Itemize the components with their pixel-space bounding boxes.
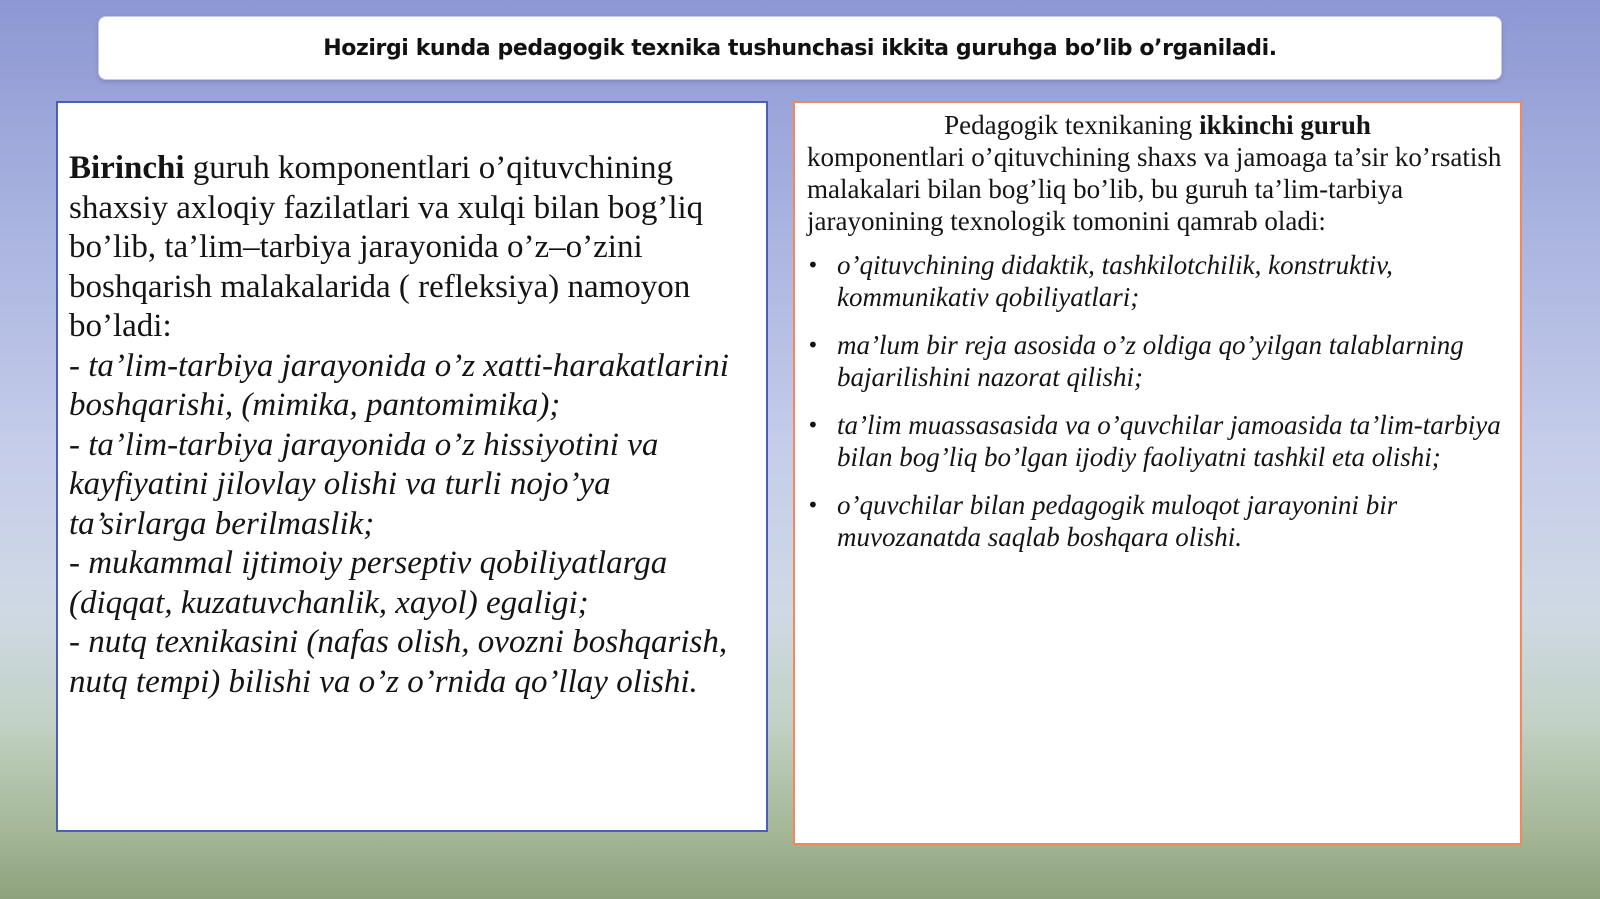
first-group-panel bbox=[56, 101, 768, 832]
bullet-icon: • bbox=[807, 333, 819, 357]
first-group-item: - mukammal ijtimoiy perseptiv qobiliyatlarga (diqqat, kuzatuvchanlik, xayol) egaligi; bbox=[69, 545, 668, 621]
bullet-item bbox=[807, 329, 1508, 393]
bullet-text: o’quvchilar bilan pedagogik muloqot jarayonini bir muvozanatda saqlab boshqara olishi. bbox=[837, 490, 1398, 552]
first-group-item: - ta’lim-tarbiya jarayonida o’z hissiyotini va kayfiyatini jilovlay olishi va turli nojo’ya ta’sirlarga berilmaslik; bbox=[69, 426, 659, 542]
title-box bbox=[98, 16, 1502, 80]
second-group-intro-pre: Pedagogik texnikaning bbox=[944, 110, 1200, 140]
bullet-item bbox=[807, 409, 1508, 473]
bullet-text: o’qituvchining didaktik, tashkilotchilik, konstruktiv, kommunikativ qobiliyatlari; bbox=[837, 250, 1393, 312]
bullet-icon: • bbox=[807, 413, 819, 437]
second-group-bullet-list bbox=[807, 249, 1508, 553]
bullet-item bbox=[807, 249, 1508, 313]
bullet-item bbox=[807, 489, 1508, 553]
second-group-intro bbox=[807, 109, 1508, 237]
second-group-panel bbox=[793, 101, 1522, 845]
bullet-text: ma’lum bir reja asosida o’z oldiga qo’yilgan talablarning bajarilishini nazorat qilishi; bbox=[837, 330, 1464, 392]
bullet-text: ta’lim muassasasida va o’quvchilar jamoasida ta’lim-tarbiya bilan bog’liq bo’lgan ijodiy faoliyatni tashkil eta olishi; bbox=[837, 410, 1501, 472]
second-group-intro-heading bbox=[807, 109, 1508, 141]
second-group-intro-text: komponentlari o’qituvchining shaxs va jamoaga ta’sir ko’rsatish malakalari bilan bog’liq bo’lib, bu guruh ta’lim-tarbiya jarayonining texnologik tomonini qamrab oladi: bbox=[807, 142, 1502, 236]
slide-title: Hozirgi kunda pedagogik texnika tushunchasi ikkita guruhga bo’lib o’rganiladi. bbox=[323, 35, 1277, 61]
first-group-item: - nutq texnikasini (nafas olish, ovozni boshqarish, nutq tempi) bilishi va o’z o’rnida qo’llay olishi. bbox=[69, 624, 728, 700]
first-group-item: - ta’lim-tarbiya jarayonida o’z xatti-harakatlarini boshqarishi, (mimika, pantomimika); bbox=[69, 347, 729, 423]
first-group-intro-text: guruh komponentlari o’qituvchining shaxsiy axloqiy fazilatlari va xulqi bilan bog’liq bo’lib, ta’lim–tarbiya jarayonida o’z–o’zini boshqarish malakalarida ( refleksiya) namoyon bo’ladi: bbox=[69, 150, 704, 344]
bullet-icon: • bbox=[807, 493, 819, 517]
first-group-bold-label: Birinchi bbox=[69, 150, 185, 186]
first-group-intro bbox=[69, 149, 754, 347]
bullet-icon: • bbox=[807, 253, 819, 277]
second-group-bold-label: ikkinchi guruh bbox=[1199, 110, 1371, 140]
